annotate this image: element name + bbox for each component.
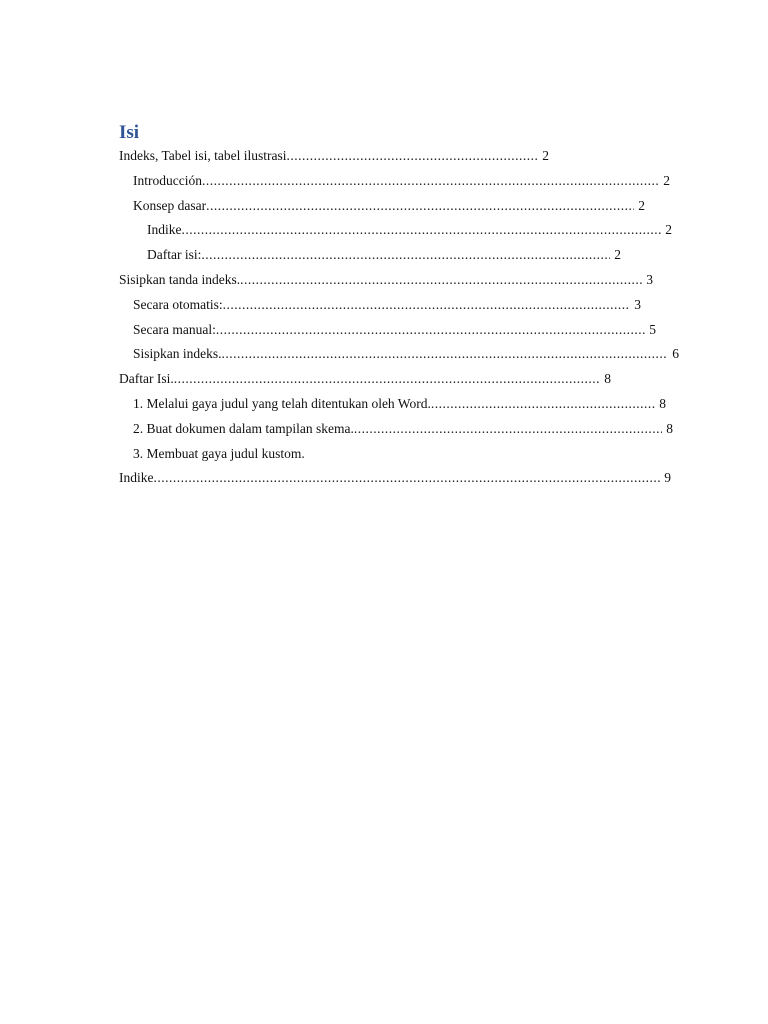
toc-page-number: 9	[664, 470, 671, 486]
toc-entry-text: 1. Melalui gaya judul yang telah ditentukan oleh Word.	[133, 395, 431, 411]
toc-entry[interactable]	[119, 270, 653, 295]
toc-dot-leader	[174, 369, 601, 389]
toc-entry[interactable]	[119, 369, 611, 394]
toc-entry-text: 2. Buat dokumen dalam tampilan skema.	[133, 420, 354, 436]
toc-entry-text: 3. Membuat gaya judul kustom.	[133, 445, 305, 461]
toc-dot-leader	[222, 344, 669, 364]
toc-dot-leader	[240, 270, 642, 290]
toc-dot-leader	[287, 146, 539, 166]
toc-page-number: 5	[649, 321, 656, 337]
toc-entry-text: Indike	[147, 222, 182, 238]
toc-entry[interactable]	[119, 394, 666, 419]
toc-page-number: 8	[659, 395, 666, 411]
toc-entry[interactable]	[119, 444, 679, 469]
toc-entry-text: Secara manual:	[133, 321, 216, 337]
toc-dot-leader	[202, 171, 659, 191]
toc-entry-text: Sisipkan indeks.	[133, 346, 222, 362]
toc-page-number: 8	[666, 420, 673, 436]
toc-entry-text: Indeks, Tabel isi, tabel ilustrasi	[119, 148, 287, 163]
toc-entry-text: Sisipkan tanda indeks.	[119, 271, 241, 287]
toc-dot-leader	[154, 468, 661, 488]
toc-entry-text: Daftar Isi.	[119, 371, 174, 387]
toc-page-number: 2	[665, 222, 672, 238]
toc-entry-text: Indike	[119, 470, 154, 486]
toc-page-number: 3	[646, 271, 653, 287]
toc-entry[interactable]	[119, 220, 672, 245]
toc-dot-leader	[354, 419, 662, 439]
toc-entry-text: Secara otomatis:	[133, 296, 223, 312]
toc-entry-text: Introducción	[133, 172, 202, 188]
toc-dot-leader	[206, 196, 634, 216]
toc-dot-leader	[216, 320, 645, 340]
toc-entry[interactable]	[119, 146, 549, 171]
toc-entry[interactable]	[119, 245, 621, 270]
toc-entry[interactable]	[119, 295, 641, 320]
toc-title: Isi	[119, 122, 140, 143]
toc-entry-text: Konsep dasar	[133, 197, 207, 213]
toc-dot-leader	[182, 220, 662, 240]
toc-entry-text: Daftar isi:	[147, 247, 202, 263]
toc-entry[interactable]	[119, 196, 645, 221]
toc-page-number: 3	[634, 296, 641, 312]
toc-page-number: 8	[604, 371, 611, 387]
toc-dot-leader	[431, 394, 655, 414]
toc-entry[interactable]	[119, 468, 671, 493]
toc-page-number: 2	[614, 247, 621, 263]
toc-entry[interactable]	[119, 419, 673, 444]
table-of-contents	[119, 120, 689, 493]
toc-entry[interactable]	[119, 171, 670, 196]
toc-page-number: 2	[663, 172, 670, 188]
toc-page-number: 2	[638, 197, 645, 213]
toc-entry[interactable]	[119, 344, 679, 369]
toc-page-number: 6	[672, 346, 679, 362]
toc-entry[interactable]	[119, 320, 656, 345]
toc-page-number: 2	[542, 148, 549, 163]
toc-dot-leader	[201, 245, 610, 265]
toc-dot-leader	[223, 295, 631, 315]
